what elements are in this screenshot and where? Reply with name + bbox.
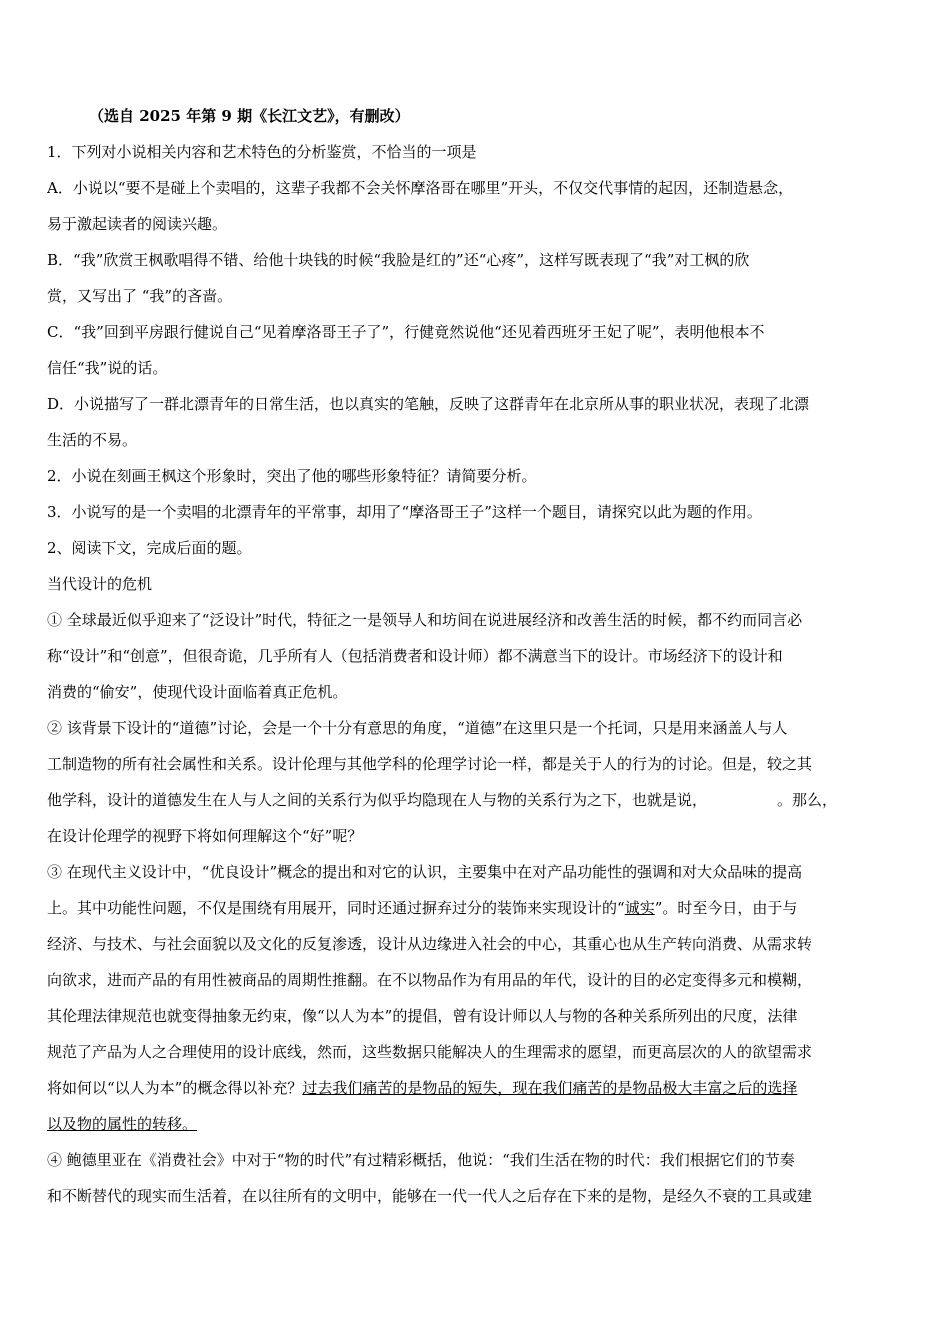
- paragraph-3-line-7-text: 将如何以“以人为本”的概念得以补充？: [47, 1079, 303, 1097]
- paragraph-1-line-3: 消费的“偷安”，使现代设计面临着真正危机。: [47, 683, 348, 701]
- option-b-line-2: 赏，又写出了 “我”的吝啬。: [47, 287, 233, 305]
- paragraph-2-line-3: [47, 782, 907, 818]
- paragraph-2-line-4: 在设计伦理学的视野下将如何理解这个“好”呢？: [47, 827, 363, 845]
- underlined-sentence: 过去我们痛苦的是物品的短失，现在我们痛苦的是物品极大丰富之后的选择: [302, 1079, 798, 1097]
- option-a-line-1: A．小说以“要不是碰上个卖唱的，这辈子我都不会关怀摩洛哥在哪里”开头，不仅交代事情的起因，还制造悬念，: [47, 179, 794, 197]
- paragraph-2-line-3-text: 他学科，设计的道德发生在人与人之间的关系行为似乎均隐现在人与物的关系行为之下，也就是说，: [47, 791, 708, 809]
- paragraph-2-line-2: 工制造物的所有社会属性和关系。设计伦理与其他学科的伦理学讨论一样，都是关于人的行为的讨论。但是，较之其: [47, 755, 813, 773]
- option-d-line-2: 生活的不易。: [47, 431, 138, 449]
- option-a-line-2: 易于激起读者的阅读兴趣。: [47, 215, 228, 233]
- underlined-word: 诚实: [624, 899, 655, 917]
- paragraph-3-line-2-tail: ”。时至今日，由于与: [654, 899, 798, 917]
- option-c-line-2: 信任“我”说的话。: [47, 359, 168, 377]
- article-title: 当代设计的危机: [47, 575, 153, 593]
- document-page: [47, 98, 907, 1214]
- paragraph-3-line-5: 其伦理法律规范也就变得抽象无约束，像“以人为本”的提倡，曾有设计师以人与物的各种关系所列出的尺度，法律: [47, 1007, 798, 1025]
- paragraph-1-line-2: 称“设计”和“创意”，但很奇诡，几乎所有人（包括消费者和设计师）都不满意当下的设计。市场经济下的设计和: [47, 647, 783, 665]
- paragraph-3-line-3: 经济、与技术、与社会面貌以及文化的反复渗透，设计从边缘进入社会的中心，其重心也从生产转向消费、从需求转: [47, 935, 813, 953]
- paragraph-3-line-2-text: 上。其中功能性问题，不仅是围绕有用展开，同时还通过摒弃过分的装饰来实现设计的“: [47, 899, 625, 917]
- section-2-heading: 2、阅读下文，完成后面的题。: [47, 539, 252, 557]
- option-d-line-1: D．小说描写了一群北漂青年的日常生活，也以真实的笔触，反映了这群青年在北京所从事的职业状况，表现了北漂: [47, 395, 810, 413]
- paragraph-3-line-6: 规范了产品为人之合理使用的设计底线，然而，这些数据只能解决人的生理需求的愿望，而更高层次的人的欲望需求: [47, 1043, 813, 1061]
- paragraph-3-line-4: 向欲求，进而产品的有用性被商品的周期性推翻。在不以物品作为有用品的年代，设计的目的必定变得多元和模糊，: [47, 971, 813, 989]
- question-1-stem: 1．下列对小说相关内容和艺术特色的分析鉴赏，不恰当的一项是: [47, 143, 477, 161]
- paragraph-3-line-8: [47, 1106, 907, 1142]
- paragraph-1-line-1: ① 全球最近似乎迎来了“泛设计”时代，特征之一是领导人和坊间在说进展经济和改善生活的时候，都不约而同言必: [47, 611, 803, 629]
- question-2: 2．小说在刻画王枫这个形象时，突出了他的哪些形象特征？请简要分析。: [47, 467, 537, 485]
- source-citation: （选自 2025 年第 9 期《长江文艺》，有删改）: [89, 107, 410, 125]
- option-b-line-1: B．“我”欣赏王枫歌唱得不错、给他十块钱的时候“我脸是红的”还“心疼”，这样写既表现了“我”对工枫的欣: [47, 251, 750, 269]
- paragraph-2-line-1: ② 该背景下设计的“道德”讨论，会是一个十分有意思的角度，“道德”在这里只是一个托词，只是用来涵盖人与人: [47, 719, 788, 737]
- question-3: 3．小说写的是一个卖唱的北漂青年的平常事，却用了“摩洛哥王子”这样一个题目，请探究以此为题的作用。: [47, 503, 762, 521]
- paragraph-3-line-7: [47, 1070, 907, 1106]
- paragraph-2-line-3-tail: 。那么，: [777, 791, 838, 809]
- paragraph-4-line-2: 和不断替代的现实而生活着，在以往所有的文明中，能够在一代一代人之后存在下来的是物，是经久不衰的工具或建: [47, 1187, 813, 1205]
- underlined-sentence-end: 以及物的属性的转移。: [47, 1115, 198, 1133]
- paragraph-3-line-1: ③ 在现代主义设计中，“优良设计”概念的提出和对它的认识，主要集中在对产品功能性的强调和对大众品味的提高: [47, 863, 803, 881]
- paragraph-4-line-1: ④ 鲍德里亚在《消费社会》中对于“物的时代”有过精彩概括，他说：“我们生活在物的时代：我们根据它们的节奏: [47, 1151, 795, 1169]
- paragraph-3-line-2: [47, 890, 907, 926]
- option-c-line-1: C．“我”回到平房跟行健说自己“见着摩洛哥王子了”，行健竟然说他“还见着西班牙王妃了呢”，表明他根本不: [47, 323, 765, 341]
